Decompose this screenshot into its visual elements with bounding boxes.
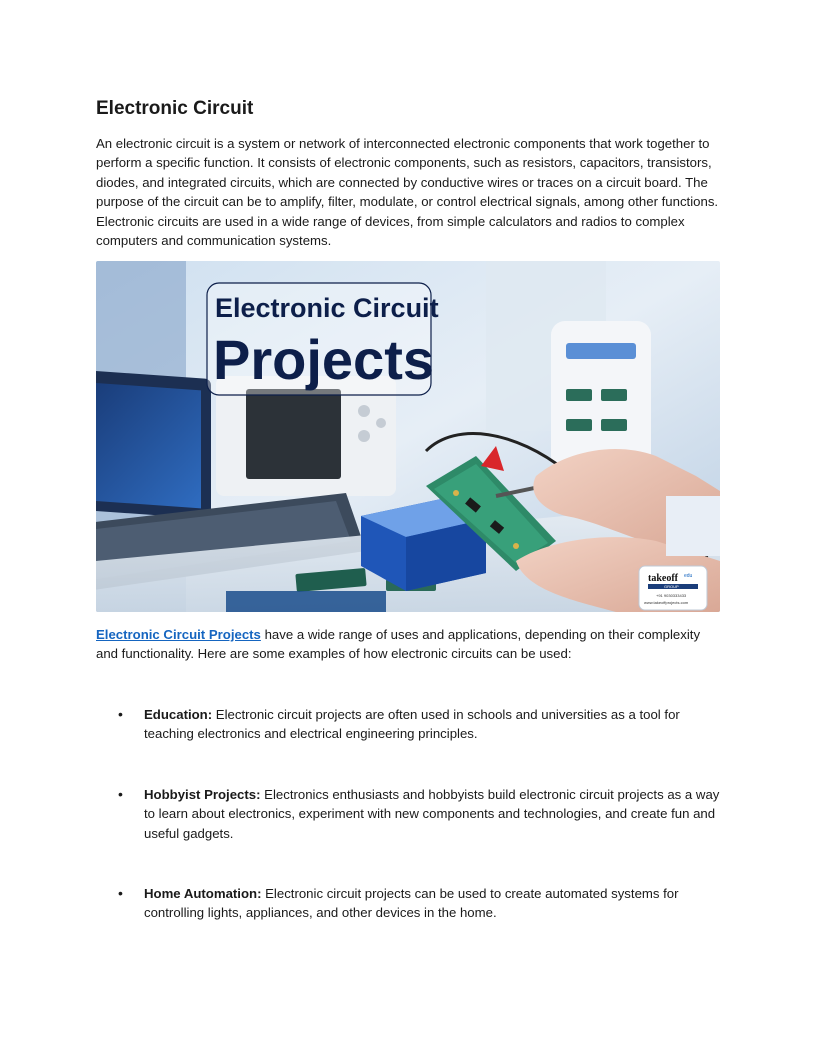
list-item-title: Hobbyist Projects: — [144, 786, 261, 802]
svg-text:edu: edu — [684, 573, 693, 579]
list-item-text: Electronics enthusiasts and hobbyists build electronic circuit projects as a way to learn about electronics, experiment with new components and technologies, and create fun and useful gadgets. — [144, 786, 720, 841]
svg-text:GROUP: GROUP — [664, 584, 679, 589]
uses-intro — [96, 625, 720, 664]
bullet-icon: • — [118, 785, 123, 802]
hero-image — [96, 261, 720, 612]
electronics-lab-illustration — [96, 261, 720, 612]
headline-line1: Electronic Circuit — [215, 293, 439, 323]
svg-text:takeoff: takeoff — [648, 573, 678, 584]
list-item-title: Home Automation: — [144, 886, 262, 902]
svg-text:www.takeoffprojects.com: www.takeoffprojects.com — [644, 600, 689, 605]
page-title: Electronic Circuit — [96, 98, 254, 119]
intro-paragraph: An electronic circuit is a system or network of interconnected electronic components that work together to perform a specific function. It consists of electronic components, such as resistors, capacitors, transistors, diodes, and integrated circuits, which are connected by conductive wires or traces on a circuit board. The purpose of the circuit can be to amplify, filter, modulate, or control electrical signals, among other functions. Electronic circuits are used in a wide range of devices, from simple calculators and radios to complex computers and communication systems. — [96, 136, 719, 249]
electronic-circuit-projects-link[interactable]: Electronic Circuit Projects — [96, 627, 261, 642]
list-item — [96, 884, 720, 923]
list-item — [96, 785, 720, 843]
list-item-title: Education: — [144, 707, 213, 722]
list-item-text: Electronic circuit projects are often used in schools and universities as a tool for teaching electronics and electrical engineering principles. — [144, 707, 680, 742]
document-body — [96, 96, 720, 250]
list-item-text: Electronic circuit projects can be used to create automated systems for controlling lights, appliances, and other devices in the home. — [144, 886, 679, 921]
bullet-icon: • — [118, 706, 123, 722]
headline-line2: Projects — [213, 328, 434, 391]
takeoff-logo — [639, 566, 707, 610]
list-item — [96, 705, 720, 744]
bullet-icon: • — [118, 885, 123, 902]
svg-text:+91 9030333433: +91 9030333433 — [656, 593, 687, 598]
uses-intro-text: have a wide range of uses and applications, depending on their complexity and functionality. Here are some examples of how electronic circuits can be used: — [96, 627, 701, 662]
uses-intro-paragraph — [96, 625, 720, 664]
uses-list — [96, 705, 720, 964]
